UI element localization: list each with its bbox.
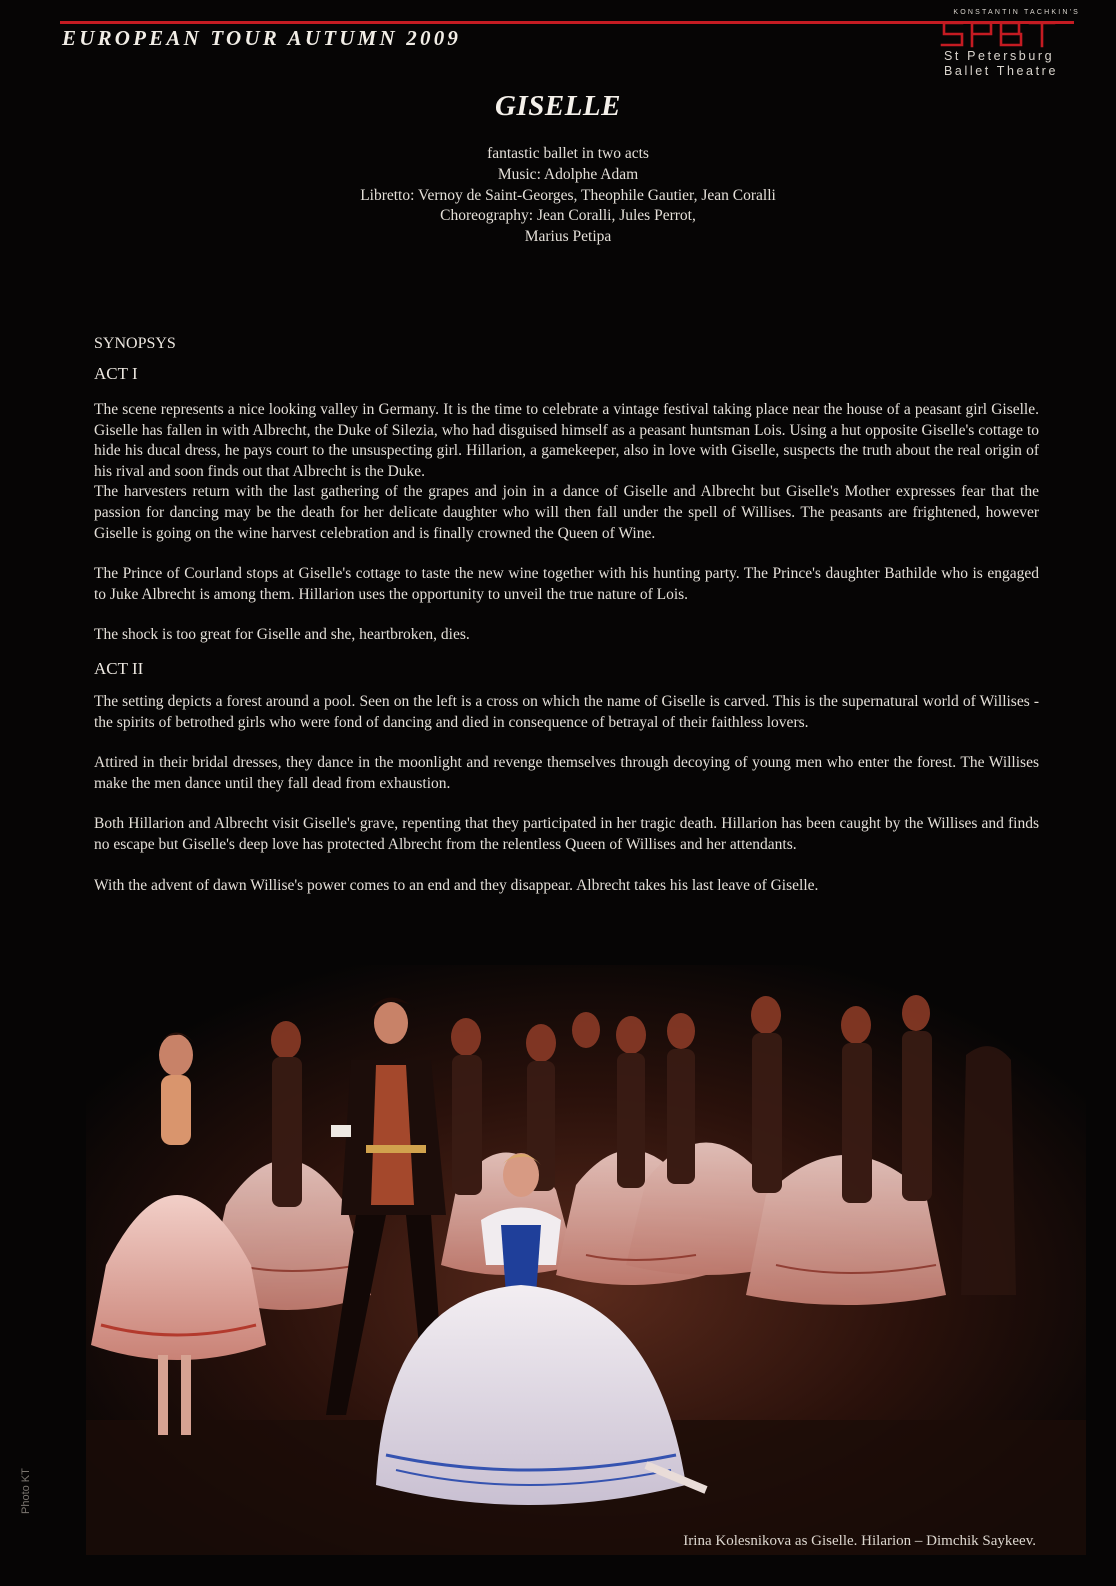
act-1-heading: ACT I [94, 364, 138, 383]
performance-photo [86, 965, 1086, 1555]
logo-subtitle-line2: Ballet Theatre [944, 64, 1058, 78]
act-1-paragraph: The scene represents a nice looking valley in Germany. It is the time to celebrate a vintage festival taking place near the house of a peasant girl Giselle. Giselle has fallen in with Albrecht, the Duke of Silezia, who had disguised himself as a peasant huntsman Lois. Using a hut opposite Giselle's cottage to hide his ducal dress, he pays court to the unsuspecting girl. Hillarion, a gamekeeper, also in love with Giselle, suspects the truth about the real origin of his rival and soon finds out that Albrecht is the Duke. [94, 401, 1039, 480]
act-2-paragraph: The setting depicts a forest around a pool. Seen on the left is a cross on which the name of Giselle is carved. This is the supernatural world of Willises - the spirits of betrothed girls who were fond of dancing and died in consequence of betrayal of their faithless lovers. [94, 692, 1039, 731]
act-2-paragraph: With the advent of dawn Willise's power comes to an end and they disappear. Albrecht takes his last leave of Giselle. [94, 876, 819, 894]
credit-genre: fantastic ballet in two acts [487, 145, 649, 162]
spbt-logo [934, 8, 1080, 79]
work-title: GISELLE [495, 90, 621, 122]
act-2-heading: ACT II [94, 658, 144, 678]
photo-credit: Photo KT [20, 1468, 32, 1514]
logo-subtitle-line1: St Petersburg [944, 49, 1055, 63]
credit-music: Music: Adolphe Adam [497, 165, 639, 183]
credit-libretto: Libretto: Vernoy de Saint-Georges, Theophile Gautier, Jean Coralli [360, 186, 776, 204]
work-credits [0, 144, 1116, 248]
performance-photo-illustration [86, 965, 1086, 1555]
logo-kicker: KONSTANTIN TACHKIN'S [953, 9, 1080, 16]
act-1-paragraph: The shock is too great for Giselle and she, heartbroken, dies. [94, 626, 470, 644]
credit-choreography: Choreography: Jean Coralli, Jules Perrot, [440, 207, 696, 225]
photo-caption: Irina Kolesnikova as Giselle. Hilarion – Dimchik Saykeev. [683, 1533, 1036, 1549]
act-2-paragraph: Both Hillarion and Albrecht visit Giselle's grave, repenting that they participated in her tragic death. Hillarion has been caught by the Willises and finds no escape but Giselle's deep love has protected Albrecht from the relentless Queen of Willises and her attendants. [94, 815, 1039, 853]
synopsis-section [94, 335, 1039, 896]
top-red-rule [60, 21, 1074, 24]
act-2-paragraph: Attired in their bridal dresses, they dance in the moonlight and revenge themselves through decoying of young men who enter the forest. The Willises make the men dance until they fall dead from exhaustion. [94, 754, 1039, 792]
spbt-logo-mark [938, 19, 1062, 49]
act-1-paragraph: The Prince of Courland stops at Giselle's cottage to taste the new wine together with his hunting party. The Prince's daughter Bathilde who is engaged to Juke Albrecht is among them. Hillarion uses the opportunity to unveil the true nature of Lois. [94, 565, 1039, 603]
act-1-paragraph: The harvesters return with the last gathering of the grapes and join in a dance of Giselle and Albrecht but Giselle's Mother expresses fear that the passion for dancing may be the death for her delicate daughter who will then fall under the spell of Willises. The peasants are frightened, however Giselle is going on the wine harvest celebration and is finally crowned the Queen of Wine. [94, 483, 1039, 542]
synopsis-label: SYNOPSYS [94, 335, 176, 352]
credit-choreography-cont: Marius Petipa [524, 228, 612, 246]
tour-title: EUROPEAN TOUR AUTUMN 2009 [62, 26, 462, 50]
